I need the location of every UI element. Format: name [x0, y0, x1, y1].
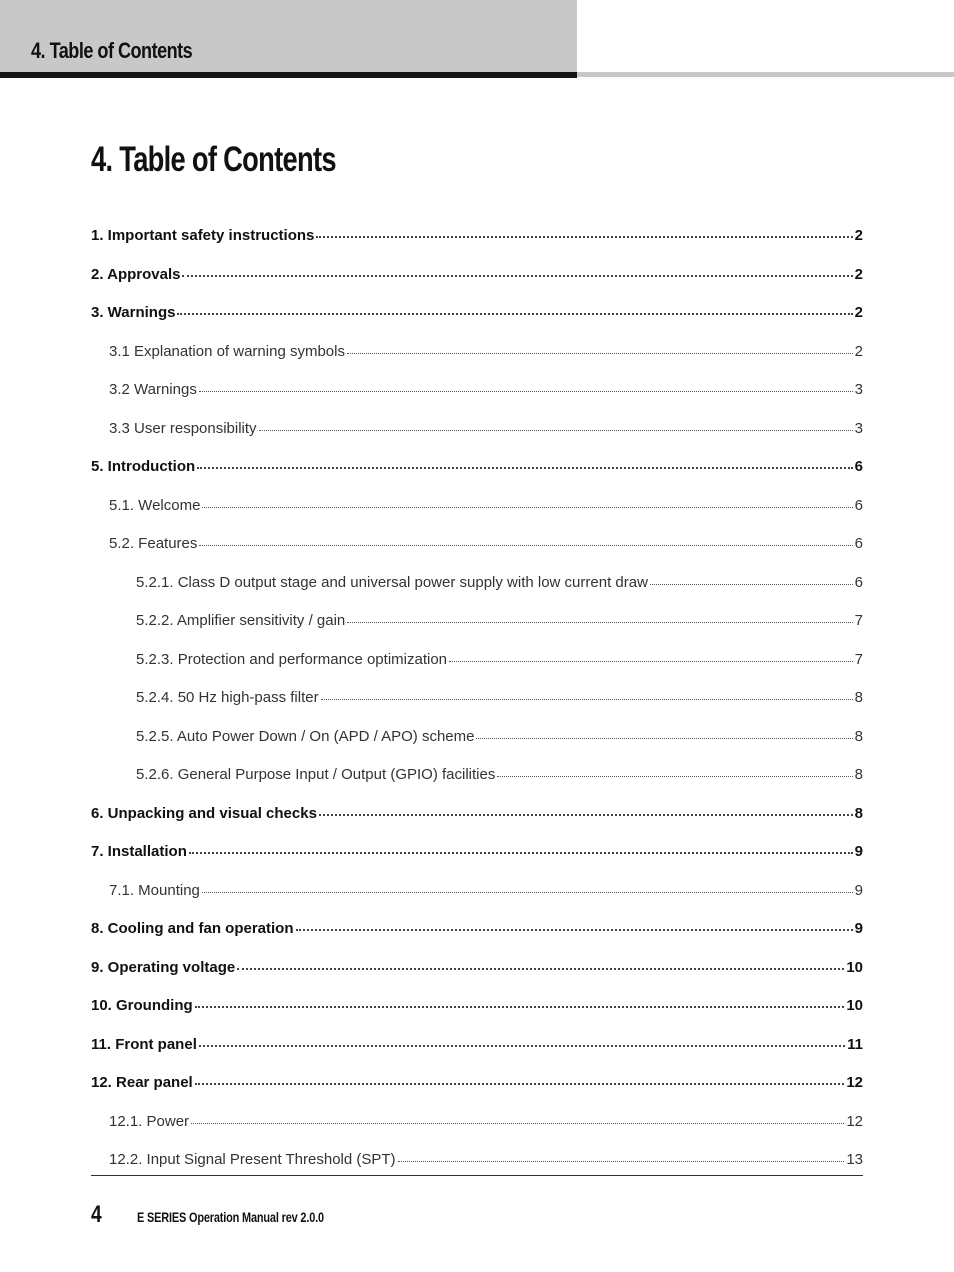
toc-dot-leader: [202, 506, 852, 508]
toc-dot-leader: [321, 698, 853, 700]
toc-entry[interactable]: [91, 1150, 863, 1170]
toc-entry-page: 3: [854, 381, 863, 398]
toc-entry[interactable]: [91, 1073, 863, 1093]
toc-dot-leader: [476, 737, 852, 739]
header-rule-light: [577, 72, 954, 77]
toc-entry[interactable]: [91, 534, 863, 554]
toc-entry[interactable]: [91, 765, 863, 785]
toc-entry[interactable]: [91, 573, 863, 593]
toc-entry-title: 5.2.5. Auto Power Down / On (APD / APO) scheme: [136, 728, 475, 745]
toc-entry-title: 6. Unpacking and visual checks: [91, 805, 317, 822]
toc-dot-leader: [319, 813, 853, 816]
toc-entry-title: 10. Grounding: [91, 997, 193, 1014]
toc-entry[interactable]: [91, 919, 863, 939]
toc-entry-title: 12.2. Input Signal Present Threshold (SPT): [109, 1151, 396, 1168]
toc-dot-leader: [199, 544, 852, 546]
toc-entry[interactable]: [91, 842, 863, 862]
toc-entry[interactable]: [91, 688, 863, 708]
toc-entry-title: 5.1. Welcome: [109, 497, 201, 514]
toc-entry[interactable]: [91, 958, 863, 978]
toc-dot-leader: [177, 312, 852, 315]
toc-dot-leader: [398, 1160, 845, 1162]
toc-entry[interactable]: [91, 419, 863, 439]
toc-entry-title: 12. Rear panel: [91, 1074, 193, 1091]
toc-entry-page: 12: [846, 1074, 863, 1091]
toc-entry-page: 6: [854, 458, 863, 475]
toc-entry[interactable]: [91, 303, 863, 323]
toc-entry-page: 6: [854, 497, 863, 514]
toc-entry[interactable]: [91, 457, 863, 477]
toc-dot-leader: [259, 429, 853, 431]
toc-entry-title: 5.2. Features: [109, 535, 198, 552]
toc-entry[interactable]: [91, 1035, 863, 1055]
toc-entry-title: 12.1. Power: [109, 1113, 190, 1130]
toc-entry-page: 7: [854, 612, 863, 629]
toc-entry-page: 11: [847, 1036, 863, 1053]
toc-dot-leader: [197, 466, 852, 469]
toc-entry-page: 2: [854, 304, 863, 321]
toc-dot-leader: [182, 274, 852, 277]
toc-entry[interactable]: [91, 996, 863, 1016]
toc-entry[interactable]: [91, 1112, 863, 1132]
footer-rule: [91, 1175, 863, 1176]
toc-dot-leader: [202, 891, 853, 893]
toc-entry[interactable]: [91, 265, 863, 285]
toc-entry-page: 10: [846, 959, 863, 976]
toc-entry-title: 5.2.1. Class D output stage and universal power supply with low current draw: [136, 574, 648, 591]
toc-entry[interactable]: [91, 496, 863, 516]
toc-entry-title: 8. Cooling and fan operation: [91, 920, 294, 937]
toc-entry-page: 8: [854, 689, 863, 706]
toc-entry-page: 12: [846, 1113, 863, 1130]
toc-entry-title: 3.1 Explanation of warning symbols: [109, 343, 345, 360]
toc-entry-page: 8: [854, 805, 863, 822]
toc-entry-page: 9: [854, 920, 863, 937]
toc-entry[interactable]: [91, 727, 863, 747]
toc-entry[interactable]: [91, 881, 863, 901]
footer-manual-title: E SERIES Operation Manual rev 2.0.0: [137, 1209, 324, 1225]
toc-entry[interactable]: [91, 380, 863, 400]
toc-entry-page: 9: [854, 882, 863, 899]
toc-dot-leader: [195, 1082, 845, 1085]
footer-page-number: 4: [91, 1201, 102, 1228]
toc-entry-title: 3.3 User responsibility: [109, 420, 257, 437]
toc-entry-page: 8: [854, 766, 863, 783]
toc-dot-leader: [195, 1005, 845, 1008]
toc-entry-page: 2: [854, 266, 863, 283]
toc-entry-page: 13: [846, 1151, 863, 1168]
toc-entry-title: 3.2 Warnings: [109, 381, 197, 398]
toc-entry-page: 8: [854, 728, 863, 745]
toc-entry[interactable]: [91, 342, 863, 362]
toc-entry-page: 3: [854, 420, 863, 437]
toc-entry-title: 5.2.6. General Purpose Input / Output (GPIO) facilities: [136, 766, 496, 783]
toc-entry-title: 9. Operating voltage: [91, 959, 236, 976]
toc-dot-leader: [199, 390, 853, 392]
toc-entry-title: 11. Front panel: [91, 1036, 197, 1053]
toc-entry[interactable]: [91, 611, 863, 631]
toc-entry-page: 2: [854, 343, 863, 360]
toc-entry-title: 5.2.3. Protection and performance optimization: [136, 651, 448, 668]
toc-entry-title: 2. Approvals: [91, 266, 181, 283]
header-title: 4. Table of Contents: [31, 38, 193, 63]
toc-dot-leader: [449, 660, 853, 662]
toc-entry-title: 1. Important safety instructions: [91, 227, 315, 244]
toc-entry-page: 9: [854, 843, 863, 860]
toc-dot-leader: [237, 967, 844, 970]
toc-entry-title: 5.2.2. Amplifier sensitivity / gain: [136, 612, 346, 629]
toc-entry[interactable]: [91, 650, 863, 670]
toc-entry-title: 5. Introduction: [91, 458, 196, 475]
toc-dot-leader: [650, 583, 853, 585]
toc-entry-title: 7. Installation: [91, 843, 187, 860]
toc-entry-page: 7: [854, 651, 863, 668]
toc-dot-leader: [296, 928, 853, 931]
page-title: 4. Table of Contents: [91, 140, 336, 179]
toc-dot-leader: [191, 1122, 844, 1124]
toc-entry[interactable]: [91, 226, 863, 246]
toc-dot-leader: [497, 775, 852, 777]
toc-dot-leader: [316, 235, 852, 238]
toc-entry-page: 10: [846, 997, 863, 1014]
toc-entry-title: 7.1. Mounting: [109, 882, 200, 899]
toc-dot-leader: [347, 621, 852, 623]
toc-dot-leader: [199, 1044, 845, 1047]
toc-entry-page: 6: [854, 574, 863, 591]
toc-entry-page: 2: [854, 227, 863, 244]
toc-dot-leader: [347, 352, 853, 354]
toc-entry-title: 5.2.4. 50 Hz high-pass filter: [136, 689, 319, 706]
header-rule: [0, 72, 577, 78]
toc-dot-leader: [189, 851, 853, 854]
toc-entry[interactable]: [91, 804, 863, 824]
toc-entry-title: 3. Warnings: [91, 304, 176, 321]
toc-entry-page: 6: [854, 535, 863, 552]
